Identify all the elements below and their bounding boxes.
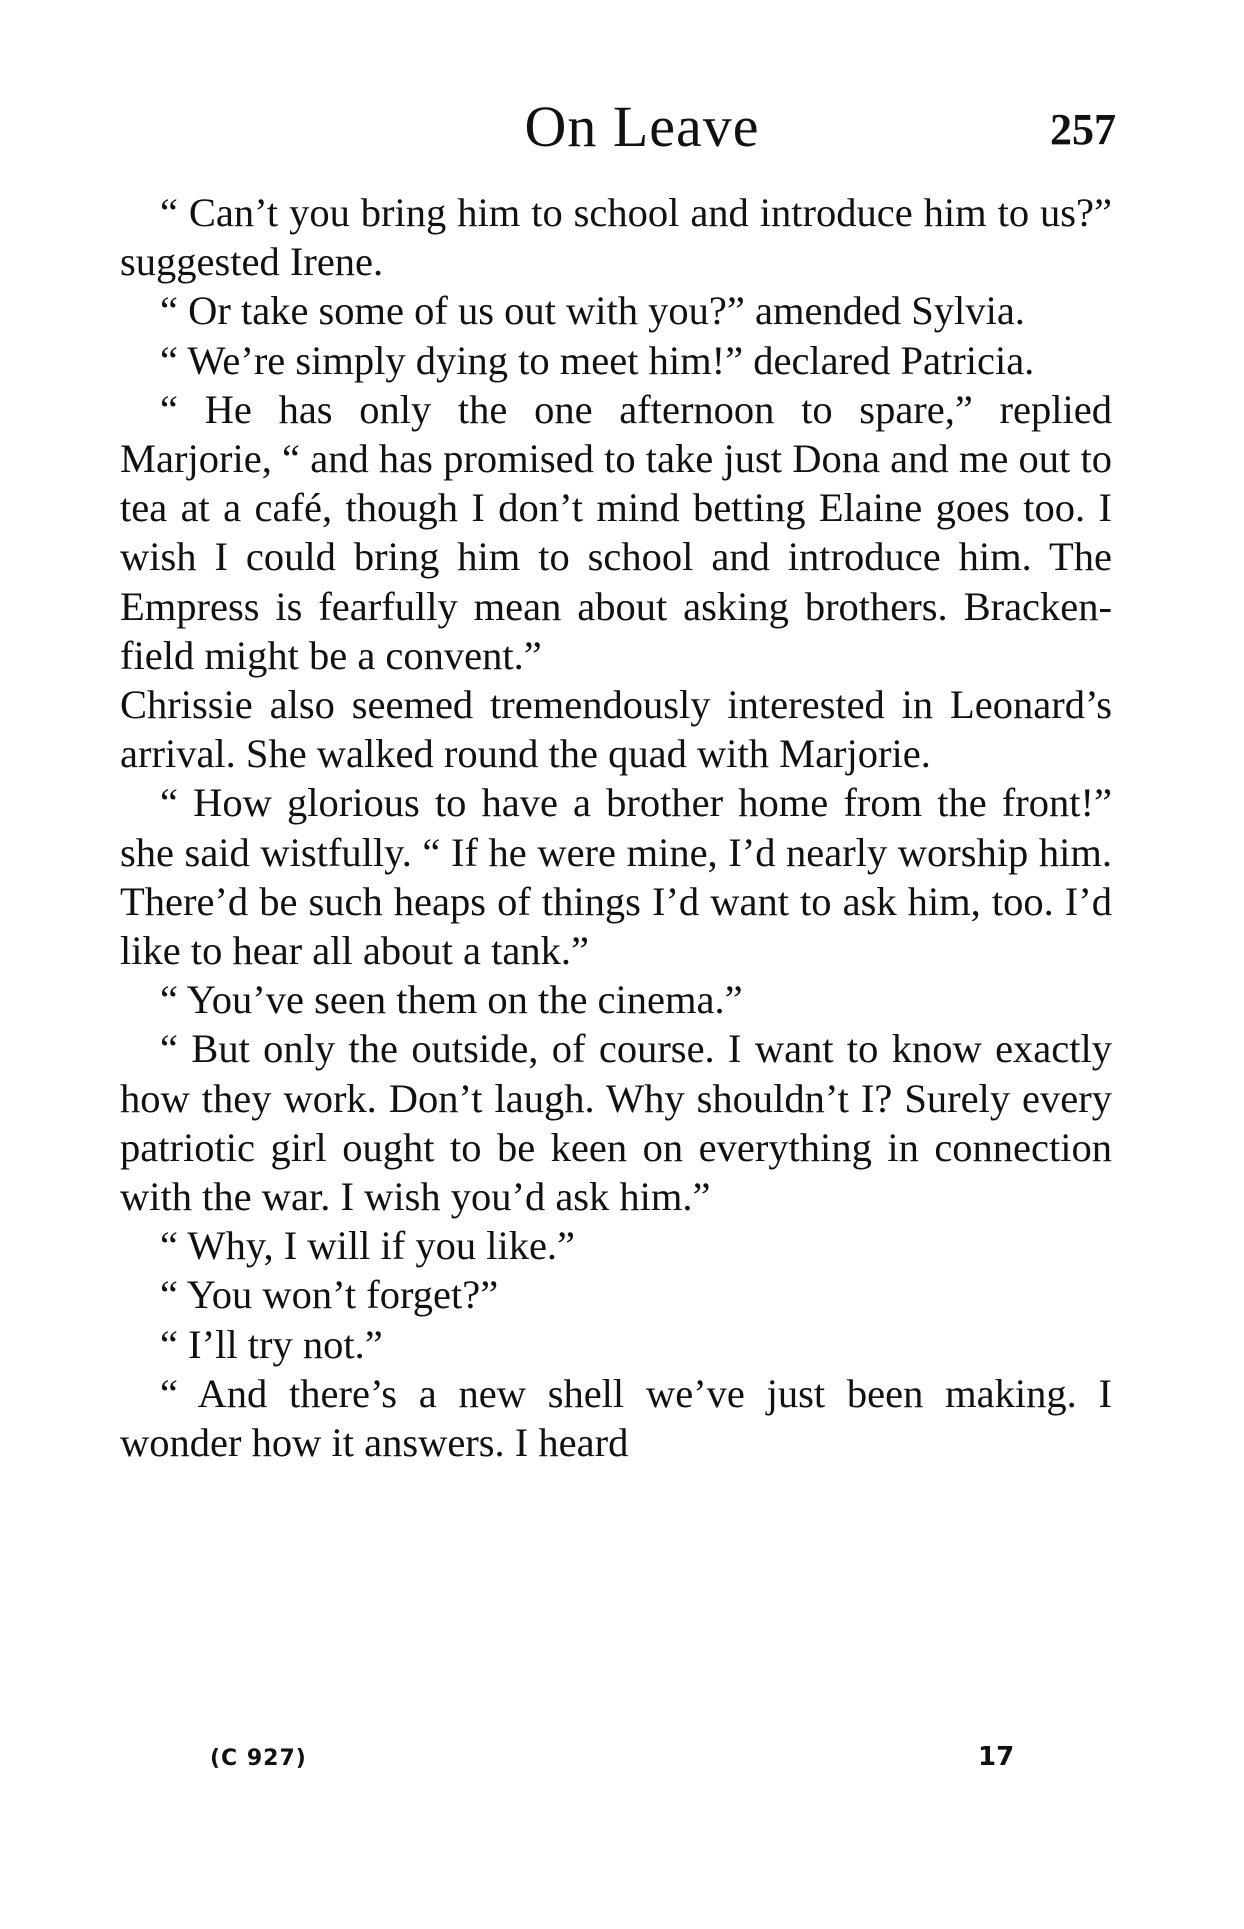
sheet-number: 17 <box>978 1742 1015 1772</box>
paragraph: “ I’ll try not.” <box>160 1321 383 1367</box>
paragraph: “ We’re simply dying to meet him!” declared Patricia. <box>160 337 1035 383</box>
paragraph: “ You won’t forget?” <box>160 1272 499 1318</box>
body-text <box>120 188 1112 1467</box>
printer-signature: (C 927) <box>210 1746 307 1771</box>
page-number: 257 <box>1050 105 1116 154</box>
paragraph: Chrissie also seemed tremendously interested in Leonard’s arrival. She walked round the quad with Marjorie. <box>120 682 1112 777</box>
paragraph: “ Or take some of us out with you?” amended Sylvia. <box>160 288 1025 334</box>
paragraph: “ You’ve seen them on the cinema.” <box>160 977 743 1023</box>
paragraph: “ Why, I will if you like.” <box>160 1223 576 1269</box>
paragraph: “ How glorious to have a brother home from the front!” she said wistfully. “ If he were mine, I’d nearly worship him. There’d be such heaps of things I’d want to ask him, too. I’d like to hear all about a tank.” <box>120 780 1112 974</box>
paragraph: “ He has only the one afternoon to spare,” replied Marjorie, “ and has promised to take just Dona and me out to tea at a café, though I don’t mind betting Elaine goes too. I wish I could bring him to school and introduce him. The Empress is fearfully mean about asking brothers. Bracken-field might be a convent.” <box>120 386 1112 678</box>
paragraph: “ Can’t you bring him to school and introduce him to us?” suggested Irene. <box>120 190 1112 285</box>
page-title: On Leave <box>524 94 760 159</box>
paragraph: “ And there’s a new shell we’ve just been making. I wonder how it answers. I heard <box>120 1370 1112 1466</box>
paragraph: “ But only the outside, of course. I want to know exactly how they work. Don’t laugh. Why shouldn’t I? Surely every patriotic girl ought to be keen on everything in connection with the war. I wish you’d ask him.” <box>120 1026 1112 1220</box>
running-head <box>0 92 1244 162</box>
